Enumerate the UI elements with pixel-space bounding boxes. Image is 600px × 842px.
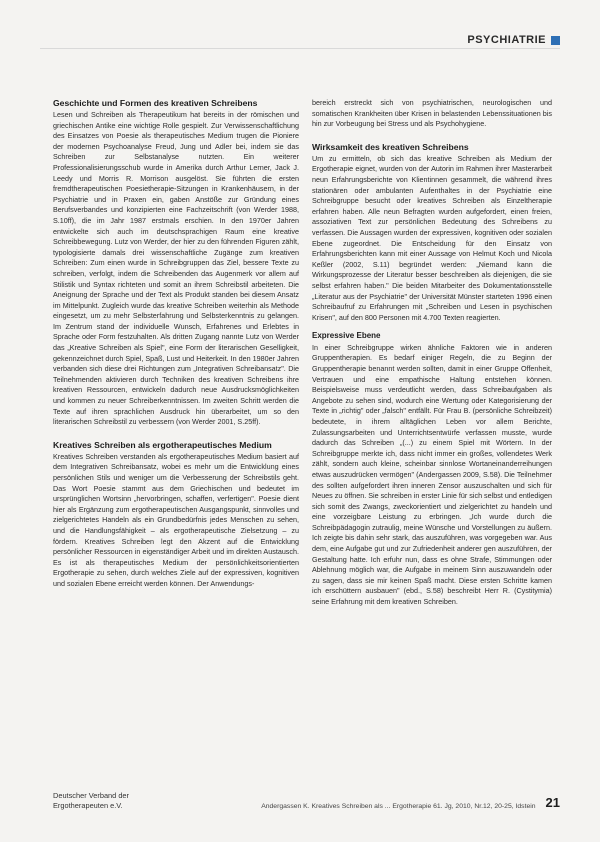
heading-medium: Kreatives Schreiben als ergotherapeutisches Medium bbox=[53, 439, 272, 450]
page-number: 21 bbox=[545, 795, 560, 810]
header-rule bbox=[40, 48, 560, 49]
page-footer bbox=[53, 791, 560, 810]
footer-organization bbox=[53, 791, 129, 810]
heading-expressive: Expressive Ebene bbox=[312, 331, 381, 341]
paragraph-history: Lesen und Schreiben als Therapeutikum hat bereits in der römischen und griechischen Antike eine wichtige Rolle gespielt. Zur Verwissenschaftlichung des Einsatzes von Poesie als therapeutisches Medium trugen die Pioniere der modernen Psychoanalyse Freud, Jung und Adler bei, indem sie das Schreiben zur Selbstanalyse nutzten. Ein weiterer Professionalisierungsschub wurde in Amerika durch Arthur Lerner, Jack J. Leedy und Morris R. Morrison ausgelöst. Sie führten die ersten fremdtherapeutischen Poesietherapie-Sitzungen in Krankenhäusern, in der Psychiatrie und in Praxen ein, gaben Anstöße zur Gründung eines Berufsverbandes und konzipierten eine Fachzeitschrift (von Werder 1988, S.10ff), die im Jahr 1987 erstmals erschien. In den 1970er Jahren entwickelte sich auch im deutschsprachigen Raum eine kreative Schreibbewegung. Lutz von Werder, der hier zu den führenden Figuren zählt, typologisierte damals drei wissenschaftliche Zugänge zum kreativen Schreiben: Zum einen wurde in Schreibgruppen das Ziel, bessere Texte zu schreiben, verfolgt, indem die Schreibenden das Augenmerk vor allem auf Stilistik und Syntax richteten und somit an ihrem Schreibstil arbeiteten. Die Aneignung der Sprache und der Text als Produkt standen bei diesem Ansatz im Mittelpunkt. Zugleich wurde das kreative Schreiben weiterhin als Methode eingesetzt, um zu mehr Selbsterfahrung und Selbsterkenntnis zu gelangen. Im Zentrum stand der individuelle Wunsch, Erfahrenes und Erlebtes in Sprache oder Form festzuhalten. Als dritten Zugang nannte Lutz von Werder das „Kreative Schreiben als Spiel", eine Form der literarischen Geselligkeit, gekennzeichnet durch Spiel, Spaß, Lust und Heiterkeit. In den 1980er Jahren verbanden sich diese drei Richtungen zum „Integrativen Schreibansatz". Die Teilnehmenden aktivieren durch Techniken des kreativen Schreibens ihre kreativen Ressourcen, entwickeln dadurch neue Ausdrucksmöglichkeiten und kommen zu neuer Schreiberkenntnissen. Im zweiten Schritt werden die Texte auf ihren sprachlichen Ausdruck hin überarbeitet, um so den literarischen Schreibstil zu verbessern (von Werder 2001, S.25ff). bbox=[53, 110, 299, 427]
footer-org-line-1: Deutscher Verband der bbox=[53, 791, 130, 800]
footer-org-line-2: Ergotherapeuten e.V. bbox=[53, 800, 123, 810]
heading-history: Geschichte und Formen des kreativen Schreibens bbox=[53, 98, 258, 108]
heading-effectiveness: Wirksamkeit des kreativen Schreibens bbox=[312, 141, 469, 152]
paragraph-continuation: bereich erstreckt sich von psychiatrischen, neurologischen und somatischen Krankheiten über Krisen in belastenden Lebenssituationen bis hin zur Vorbeugung bei Stress und als Psychohygiene. bbox=[312, 98, 552, 129]
right-column bbox=[312, 98, 552, 608]
section-title: PSYCHIATRIE bbox=[467, 34, 546, 46]
paragraph-expressive: In einer Schreibgruppe wirken ähnliche Faktoren wie in anderen Gruppentherapien. Es bedarf einiger Regeln, die zu Beginn der Gruppentherapie benannt werden sollten, damit in einer Gruppe Offenheit, Vertrauen und eine empathische Haltung entstehen können. Beispielsweise muss verdeutlicht werden, dass Schreibaufgaben als Angebote zu sehen sind, wodurch eine Wertung oder Kategorisierung der Texte in „richtig" oder „falsch" entfällt. Für Frau B. (persönliche Schreibzeit) bedeutete, in ihrem alltäglichen Leben vor allem Berichte, Zulassungsarbeiten und Unterrichtsentwürfe verfassen musste, wurde dadurch das Schreiben „(...) zu einem Spiel mit Wörtern. In der Schreibgruppe merkte ich, dass nicht immer ein großes, vollendetes Werk zählt, sondern auch kleine, scheinbar sinnlose Wortaneinanderreihungen etwas auszudrücken vermögen" (Andergassen 2009, S.58). Die Teilnehmer des sollten aufgefordert ihren inneren Zensor auszuschalten und sich für Neues zu öffnen. Sie schreiben in erster Linie für sich selbst und entledigen sich somit des Zwangs, zweckorientiert und zielgerichtet zu handeln und eine vorzeigbare Leistung zu erbringen. „Ich wurde durch die Schreibpädagogin zutraulig, meine Wünsche und Vorstellungen zu äußern. Ich zeigte bis dahin sehr stark, das auszuführen, was vorgegeben war. Aus dem, eine Aufgabe gut und zur Zufriedenheit anderer gen auszuführen, der Gestaltung hatte. Ich erfuhr nun, dass es ohne Strafe, Stimmungen oder Ablehnung möglich war, die Aufgabe in meinem Sinn auszuwandeln oder zu sagen, dass sie mir keinen Spaß macht. Diese ersten Schritte kamen ich erschüttern ausbauen" (ebd., S.58) beschreibt Herr R. (Cystitymia) seine Erfahrung mit dem kreativen Schreiben. bbox=[312, 342, 552, 607]
section-square-icon bbox=[551, 36, 560, 45]
left-column bbox=[53, 98, 299, 590]
section-header bbox=[467, 34, 560, 46]
paragraph-medium: Kreatives Schreiben verstanden als ergotherapeutisches Medium basiert auf dem Integrativen Schreibansatz, wobei es mehr um die Entwicklung eines persönlichen Stils und weniger um die Verbesserung der Schreibstils geht. Das Wort Poesie stammt aus dem Griechischen und bedeutet im ursprünglichen Wortsinn „hervorbringen, schaffen, verfertigen". Poesie dient hier als Ergänzung zum ergotherapeutischen Ausgangspunkt, sinnvolles und zielgerichtetes Handeln als ein Grundbedürfnis jedes Menschen zu sehen, und die Handlungsfähigkeit – als ergotherapeutische Zielsetzung – zu fördern. Kreatives Schreiben legt den Akzent auf die Entwicklung persönlicher Ressourcen in eigenständiger Arbeit und im direkten Austausch. Es ist als therapeutisches Medium der persönlichkeitsorientierten Ergotherapie zu sehen, durch welches Ziele auf der expressiven, kognitiven und sozialen Ebene erreicht werden können. Der Anwendungs- bbox=[53, 451, 299, 588]
footer-citation: Andergassen K. Kreatives Schreiben als ... Ergotherapie 61. Jg, 2010, Nr.12, 20-25, Idstein bbox=[261, 803, 536, 810]
paragraph-effectiveness: Um zu ermitteln, ob sich das kreative Schreiben als Medium der Ergotherapie eignet, wurden von der Autorin im Rahmen ihrer Masterarbeit neun Erfahrungsberichte von Klientinnen gesammelt, die während ihres stationären oder ambulanten Aufenthaltes in der Psychiatrie eine Schreibgruppe besucht oder kreatives Schreiben als Einzeltherapie erfahren haben. Alle neun Befragten wurden aufgefordert, einen freien, assoziativen Text zur persönlichen Bedeutung des Schreibens zu verfassen. Die Aussagen wurden der expressiven, kognitiven oder sozialen Ebene zugeordnet. Die Entscheidung für den Einsatz von Erfahrungsberichten kann mit einer Aussage von Helmut Koch und Nicola Keßler (2002, S.11) begründet werden: „Niemand kann die Wirkungsprozesse der Literatur besser beschreiben als diejenigen, die sie selbst erfahren haben." Die beiden Mitarbeiter des Dokumentationsstelle „Literatur aus der Psychiatrie" der Universität Münster starteten 1996 einen Schreibaufruf zu Erfahrungen mit „Schreiben und Lesen in psychischen Krisen", auf den 800 Personen mit 4.700 Texten reagierten. bbox=[312, 153, 552, 322]
